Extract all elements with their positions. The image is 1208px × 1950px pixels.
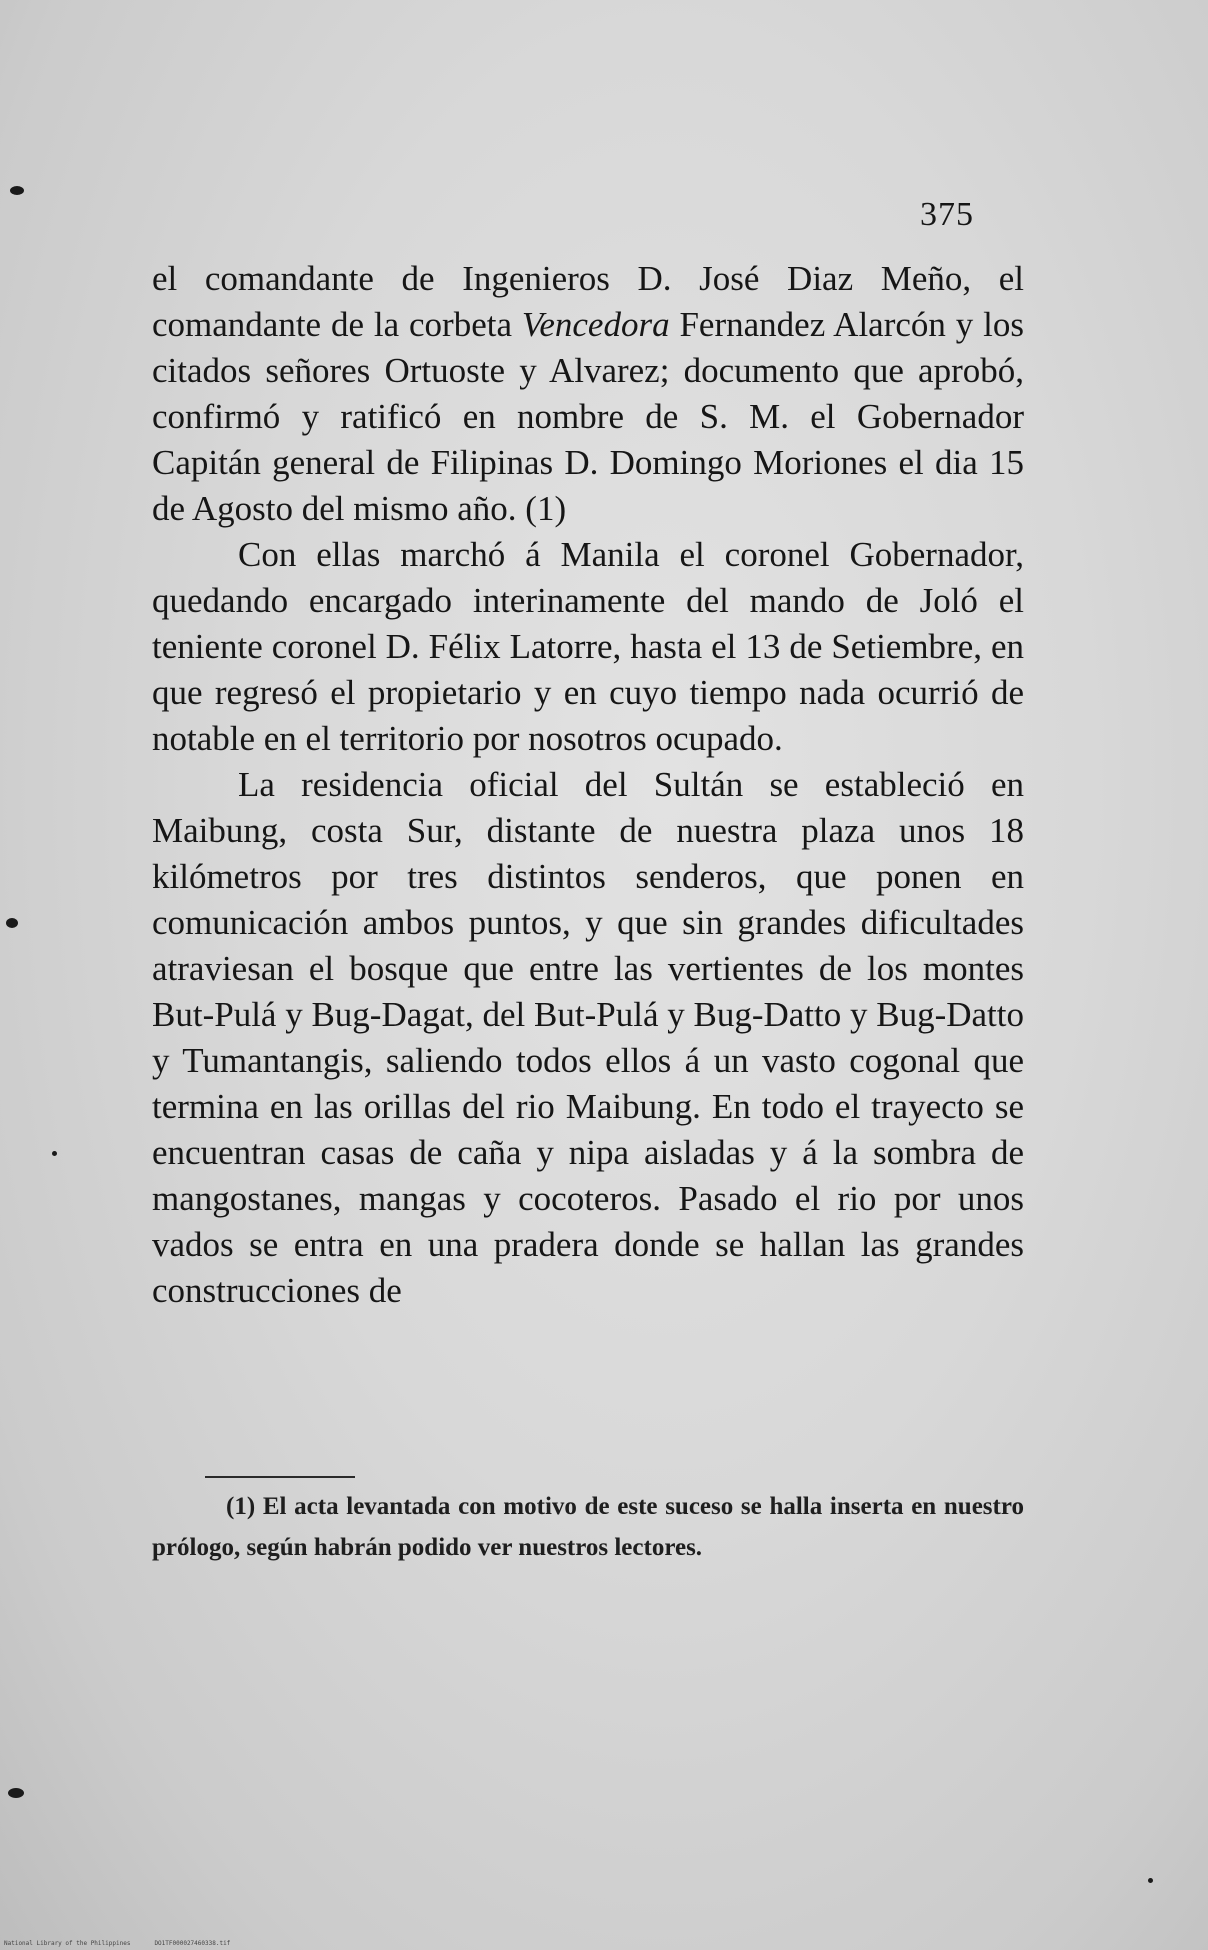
scan-speck [6, 918, 18, 928]
footnote: (1) El acta levantada con motivo de este suceso se halla inserta en nuestro prólogo, según habrán podido ver nuestros lectores. [152, 1493, 1024, 1561]
scan-speck [1148, 1878, 1153, 1883]
paragraph-3: La residencia oficial del Sultán se estableció en Maibung, costa Sur, distante de nuestra plaza unos 18 kilómetros por tres distintos senderos, que ponen en comunicación ambos puntos, y que sin grandes dificultades atraviesan el bosque que entre las vertientes de los montes But-Pulá y Bug-Dagat, del But-Pulá y Bug-Datto y Bug-Datto y Tumantangis, saliendo todos ellos á un vasto cogonal que termina en las orillas del rio Maibung. En todo el trayecto se encuentran casas de caña y nipa aisladas y á la sombra de mangostanes, mangas y cocoteros. Pasado el rio por unos vados se entra en una pradera donde se hallan las grandes construcciones de [152, 765, 1024, 1310]
scan-credit-library: National Library of the Philippines [4, 1940, 131, 1947]
paragraph-1-text-after: Fernandez Alarcón y los citados señores Ortuoste y Alvarez; documento que aprobó, confirmó y ratificó en nombre de S. M. el Gobernador Capitán general de Filipinas D. Domingo Moriones el dia 15 de Agosto del mismo año. (1) [152, 305, 1024, 528]
scan-credit [4, 1940, 230, 1947]
paragraph-1-text-before: el comandante de Ingenieros D. José Diaz Meño, el comandante de la corbeta [152, 259, 1024, 344]
paragraph-1 [152, 256, 1024, 532]
ship-name: Vencedora [521, 305, 670, 344]
scan-speck [8, 1788, 24, 1798]
paragraph-2: Con ellas marchó á Manila el coronel Gobernador, quedando encargado interinamente del mando de Joló el teniente coronel D. Félix Latorre, hasta el 13 de Setiembre, en que regresó el propietario y en cuyo tiempo nada ocurrió de notable en el territorio por nosotros ocupado. [152, 535, 1024, 758]
scan-speck [10, 186, 24, 195]
scan-speck [52, 1151, 57, 1156]
body-text [152, 256, 1024, 1314]
scan-credit-file: DO1TF000027460338.tif [154, 1940, 231, 1947]
footnote-rule [205, 1476, 355, 1478]
page-number: 375 [920, 196, 974, 233]
